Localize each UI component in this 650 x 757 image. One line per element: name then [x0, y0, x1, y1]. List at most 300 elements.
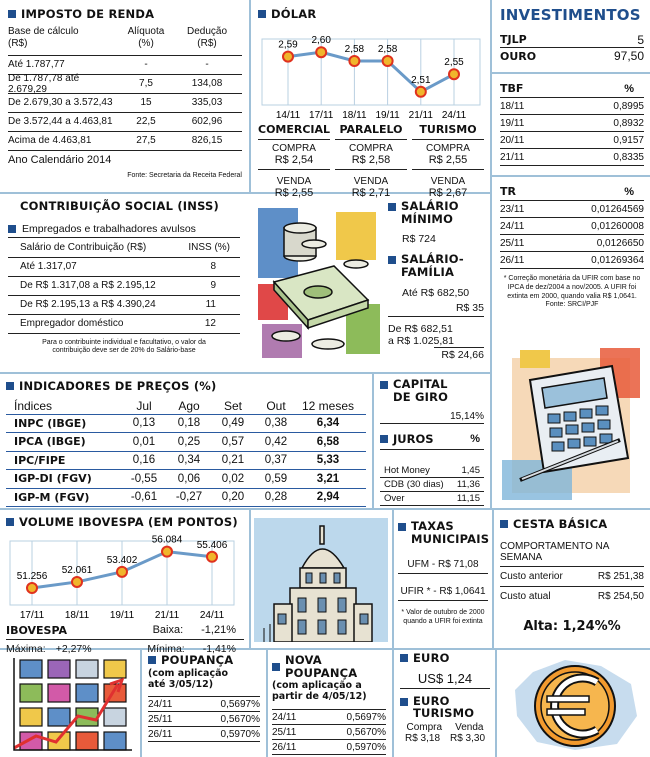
juros-name-cell: Hot Money	[384, 465, 430, 477]
inss-subtitle-row	[8, 223, 240, 238]
x-tick-label: 19/11	[109, 609, 135, 621]
ouro-label: OURO	[500, 49, 537, 63]
dolar-sell-value: R$ 2,67	[428, 186, 468, 199]
ir-header-base: Base de cálculo (R$)	[8, 25, 79, 50]
precos-month-cell: 0,16	[132, 454, 156, 467]
dolar-sell-value: R$ 2,71	[351, 186, 391, 199]
table-row	[8, 315, 240, 334]
precos-month-cell: 0,59	[264, 472, 288, 485]
table-row	[6, 470, 366, 489]
juros-pct: %	[470, 433, 480, 446]
inss-header-row	[8, 238, 240, 258]
tr-value-cell: 0,01269364	[591, 254, 644, 266]
euro-coin-icon	[505, 654, 645, 754]
ir-title-text: IMPOSTO DE RENDA	[21, 7, 155, 21]
ir-base-cell: De 1.787,78 até 2.679,29	[8, 72, 80, 95]
precos-month-cell: 0,13	[132, 417, 156, 430]
nova-title	[272, 654, 386, 679]
dolar-title	[258, 8, 484, 21]
table-row	[8, 113, 242, 132]
tbf-pct: %	[624, 82, 634, 95]
precos-month-cell: 0,57	[221, 435, 245, 448]
x-tick-label: 24/11	[199, 609, 225, 621]
tbf-table	[500, 98, 644, 166]
precos-month-cell: 0,42	[264, 435, 288, 448]
dolar-type-column	[258, 123, 330, 199]
dolar-buy-value: R$ 2,54	[258, 154, 330, 170]
nova-value-cell: 0,5697%	[346, 711, 386, 723]
tr-date-cell: 24/11	[500, 220, 525, 232]
table-row	[500, 132, 644, 149]
precos-12m-cell: 6,34	[316, 417, 340, 430]
calculator-illustration	[500, 340, 645, 505]
tbf-date-cell: 20/11	[500, 134, 525, 146]
precos-header-cell: Set	[223, 399, 242, 414]
poupanca-table	[148, 697, 260, 742]
bullet-icon	[8, 10, 16, 18]
invest-note: * Correção monetária da UFIR com base no IPCA de dez/2004 a nov/2005. A UFIR foi extinta em 2000, quando valia R$ 1,0641.	[503, 275, 641, 300]
ir-rate-cell: 7,5	[139, 78, 153, 90]
poupanca-date-cell: 24/11	[148, 698, 173, 710]
precos-month-cell: 0,49	[221, 417, 245, 430]
euro-turismo-text: EURO TURISMO	[413, 693, 475, 721]
inss-subtitle: Empregados e trabalhadores avulsos	[22, 222, 196, 235]
ir-base-cell: Acima de 4.463,81	[8, 135, 92, 147]
salario-familia-title	[388, 253, 484, 278]
ibovespa-chart	[6, 531, 238, 621]
cesta-title-text: CESTA BÁSICA	[513, 517, 608, 531]
precos-month-cell: 0,21	[221, 454, 245, 467]
money-illustration	[256, 204, 382, 362]
data-point	[72, 577, 82, 587]
taxas-panel	[398, 520, 488, 627]
x-tick-label: 17/11	[309, 109, 334, 121]
dolar-buy-value: R$ 2,58	[335, 154, 407, 170]
precos-month-cell: 0,28	[264, 491, 288, 504]
inss-note: Para o contribuinte individual e facultativo, o valor da contribuição deve ser de 20% do Salário-base	[42, 338, 206, 355]
bullet-icon	[8, 225, 16, 233]
inss-header-salary: Salário de Contribuição (R$)	[20, 241, 147, 253]
precos-12m-cell: 3,21	[316, 472, 340, 485]
giro-value: 15,14%	[380, 411, 484, 424]
table-row	[8, 296, 240, 315]
cesta-title	[500, 518, 644, 531]
taxas-ufir: UFIR * - R$ 1,0641	[398, 586, 488, 601]
divider	[0, 372, 490, 374]
bullet-icon	[272, 663, 280, 671]
taxas-title	[398, 520, 488, 545]
table-row	[500, 252, 644, 269]
x-tick-label: 21/11	[154, 609, 180, 621]
giro-title-text: CAPITAL DE GIRO	[393, 377, 449, 404]
tr-date-cell: 25/11	[500, 237, 525, 249]
nova-date-cell: 24/11	[272, 711, 297, 723]
inss-pct-cell: 11	[205, 299, 216, 311]
precos-month-cell: -0,61	[130, 491, 158, 504]
precos-table	[6, 415, 366, 508]
ir-header-ded: Dedução (R$)	[186, 25, 228, 50]
invest-source: Fonte: SRCI/PJF	[545, 301, 599, 309]
ir-title	[8, 8, 242, 21]
table-row	[8, 72, 242, 95]
dolar-buy-label: COMPRA	[272, 142, 316, 154]
ibov-title	[6, 516, 244, 529]
data-label: 55.406	[196, 539, 228, 551]
tbf-title: TBF	[500, 82, 524, 95]
data-point	[207, 551, 217, 561]
inss-pct-cell: 8	[210, 261, 216, 273]
tr-date-cell: 23/11	[500, 203, 525, 215]
precos-name-cell: IGP-M (FGV)	[14, 490, 90, 504]
bullet-icon	[6, 518, 14, 526]
table-row	[8, 258, 240, 277]
inss-header-inss: INSS (%)	[188, 241, 230, 253]
data-point	[449, 69, 459, 79]
inss-salary-cell: Até 1.317,07	[20, 261, 77, 273]
tbf-date-cell: 18/11	[500, 100, 525, 112]
divider	[490, 72, 650, 74]
cesta-atual: R$ 254,50	[597, 591, 644, 603]
x-tick-label: 14/11	[275, 109, 301, 121]
cesta-anterior-label: Custo anterior	[500, 570, 563, 582]
juros-name-cell: CDB (30 dias)	[384, 479, 444, 491]
bullet-icon	[398, 523, 406, 531]
euro-turismo-values	[400, 733, 490, 744]
juros-title: JUROS	[393, 432, 434, 447]
nova-sub: (com aplicação a partir de 4/05/12)	[272, 681, 386, 710]
precos-panel	[6, 380, 366, 507]
ir-year: Ano Calendário 2014	[8, 153, 112, 166]
table-row	[148, 697, 260, 712]
inss-panel	[8, 200, 240, 356]
precos-12m-cell: 6,58	[316, 435, 340, 448]
poupanca-date-cell: 26/11	[148, 728, 173, 740]
data-point	[416, 86, 426, 96]
precos-name-cell: IPCA (IBGE)	[14, 435, 86, 449]
precos-month-cell: 0,20	[221, 491, 245, 504]
building-illustration	[254, 518, 388, 642]
dolar-type-name: COMERCIAL	[258, 123, 330, 140]
ir-ded-cell: 134,08	[191, 78, 223, 90]
x-tick-label: 18/11	[342, 109, 367, 121]
nova-value-cell: 0,5970%	[346, 741, 386, 753]
juros-table	[380, 464, 484, 506]
precos-header-row	[6, 399, 366, 415]
table-row	[8, 132, 242, 151]
dolar-chart	[258, 23, 484, 121]
inss-pct-cell: 9	[210, 280, 216, 292]
table-row	[500, 218, 644, 235]
ouro-value: 97,50	[613, 49, 644, 63]
ibovespa-panel	[6, 516, 244, 658]
taxas-title-text: TAXAS MUNICIPAIS	[411, 519, 490, 546]
tjlp-row	[500, 32, 644, 48]
ir-base-cell: De 3.572,44 a 4.463,81	[8, 116, 113, 128]
euro-title-text: EURO	[413, 651, 450, 665]
ir-base-cell: Até 1.787,77	[8, 59, 65, 71]
ibov-label: IBOVESPA	[6, 623, 68, 637]
precos-month-cell: 0,37	[264, 454, 288, 467]
precos-12m-cell: 2,94	[316, 491, 340, 504]
ibov-summary-row	[6, 622, 244, 640]
table-row	[380, 464, 484, 478]
salario-range2b: a R$ 1.025,81	[388, 334, 454, 347]
tbf-value-cell: 0,8932	[613, 117, 644, 129]
salario-value2: R$ 24,66	[434, 347, 484, 361]
nova-date-cell: 26/11	[272, 741, 297, 753]
divider	[495, 648, 497, 757]
bullet-icon	[500, 520, 508, 528]
ibov-min-label: Mínima:	[147, 642, 185, 655]
ibov-min: -1,41%	[202, 642, 236, 655]
tbf-value-cell: 0,8335	[613, 151, 644, 163]
juros-value-cell: 11,15	[456, 493, 480, 505]
precos-month-cell: 0,34	[177, 454, 201, 467]
data-label: 2,55	[444, 56, 464, 68]
ir-ded-cell: 602,96	[191, 116, 223, 128]
cesta-atual-label: Custo atual	[500, 591, 551, 603]
invest-title: INVESTIMENTOS	[500, 6, 641, 24]
precos-header-cell: 12 meses	[301, 399, 355, 414]
precos-header-cell: Índices	[14, 399, 53, 414]
nova-poupanca-table	[272, 710, 386, 755]
divider	[0, 508, 650, 510]
juros-value-cell: 1,45	[461, 465, 480, 477]
ir-ded-cell: 335,03	[191, 97, 223, 109]
x-tick-label: 24/11	[441, 109, 467, 121]
imposto-de-renda-panel	[8, 8, 242, 180]
ir-ded-cell: 826,15	[191, 135, 223, 147]
taxas-note: * Valor de outubro de 2000 quando a UFIR foi extinta	[401, 609, 485, 626]
dolar-sell-label: VENDA	[276, 175, 312, 187]
taxas-ufm: UFM - R$ 71,08	[398, 559, 488, 574]
euro-value: US$ 1,24	[400, 671, 490, 689]
inss-table	[8, 258, 240, 334]
data-point	[27, 583, 37, 593]
tbf-header	[500, 80, 644, 98]
cesta-subtitle: COMPORTAMENTO NA SEMANA	[500, 541, 644, 567]
salario-range2a: De R$ 682,51	[388, 322, 453, 335]
precos-header-cell: Jul	[136, 399, 152, 414]
precos-month-cell: 0,02	[221, 472, 245, 485]
tbf-date-cell: 21/11	[500, 151, 525, 163]
precos-header-cell: Out	[266, 399, 286, 414]
series-line	[288, 52, 454, 92]
divider	[140, 648, 142, 757]
precos-title	[6, 380, 366, 393]
giro-panel	[380, 378, 484, 506]
salario-range1: Até R$ 682,50	[402, 286, 470, 299]
data-point	[283, 51, 293, 61]
bullet-icon	[258, 10, 266, 18]
euro-compra-label: Compra	[406, 721, 443, 733]
investimentos-panel	[500, 6, 644, 310]
bullet-icon	[400, 698, 408, 706]
bullet-icon	[380, 435, 388, 443]
nova-date-cell: 25/11	[272, 726, 297, 738]
table-row	[500, 115, 644, 132]
poupanca-value-cell: 0,5697%	[220, 698, 260, 710]
data-point	[316, 47, 326, 57]
x-tick-label: 21/11	[408, 109, 433, 121]
growth-chart-illustration	[10, 654, 134, 754]
poupanca-panel	[148, 654, 260, 742]
tr-value-cell: 0,01260008	[591, 220, 644, 232]
euro-turismo-title	[400, 695, 490, 720]
ir-header-rate: Alíquota (%)	[127, 25, 165, 50]
table-row	[6, 489, 366, 508]
dolar-buy-label: COMPRA	[349, 142, 393, 154]
ir-source: Fonte: Secretaria da Receita Federal	[127, 171, 242, 179]
divider	[490, 0, 492, 510]
divider	[266, 648, 268, 757]
salario-minimo-value: R$ 724	[402, 233, 436, 246]
dolar-buy-label: COMPRA	[426, 142, 470, 154]
cesta-atual-row	[500, 587, 644, 607]
data-label: 2,51	[411, 74, 431, 86]
ibov-title-text: VOLUME IBOVESPA (EM PONTOS)	[19, 515, 238, 529]
poupanca-sub: (com aplicação até 3/05/12)	[148, 669, 260, 698]
nova-value-cell: 0,5670%	[346, 726, 386, 738]
tr-date-cell: 26/11	[500, 254, 525, 266]
precos-title-text: INDICADORES DE PREÇOS (%)	[19, 379, 217, 393]
data-label: 2,59	[278, 39, 298, 51]
cesta-anterior: R$ 251,38	[597, 570, 644, 582]
salario-minimo-title	[388, 200, 484, 225]
ibov-max-label: Máxima:	[6, 642, 46, 655]
table-row	[6, 433, 366, 452]
poupanca-value-cell: 0,5670%	[220, 713, 260, 725]
nova-poupanca-panel	[272, 654, 386, 755]
tbf-value-cell: 0,9157	[613, 134, 644, 146]
precos-name-cell: IGP-DI (FGV)	[14, 472, 92, 486]
table-row	[8, 277, 240, 296]
table-row	[148, 727, 260, 742]
data-label: 2,58	[377, 43, 398, 55]
precos-month-cell: 0,18	[177, 417, 201, 430]
data-point	[117, 566, 127, 576]
juros-header	[380, 432, 484, 450]
precos-header-cell: Ago	[178, 399, 200, 414]
dolar-type-name: TURISMO	[412, 123, 484, 140]
tjlp-label: TJLP	[500, 33, 527, 46]
euro-compra: R$ 3,18	[404, 732, 441, 744]
dolar-sell-label: VENDA	[353, 175, 389, 187]
dolar-types	[258, 123, 484, 199]
euro-title	[400, 652, 490, 665]
poupanca-value-cell: 0,5970%	[220, 728, 260, 740]
salario-familia-text: SALÁRIO-FAMÍLIA	[401, 252, 464, 279]
tjlp-value: 5	[637, 32, 644, 47]
data-label: 2,60	[311, 34, 331, 46]
table-row	[272, 740, 386, 755]
table-row	[6, 452, 366, 471]
precos-12m-cell: 5,33	[316, 454, 340, 467]
inss-salary-cell: Empregador doméstico	[20, 318, 124, 330]
bullet-icon	[6, 382, 14, 390]
bullet-icon	[388, 256, 396, 264]
data-point	[162, 546, 172, 556]
tr-value-cell: 0,0126650	[596, 237, 644, 249]
dolar-panel	[258, 8, 484, 199]
tr-title: TR	[500, 185, 516, 198]
tbf-date-cell: 19/11	[500, 117, 525, 129]
salario-minimo-text: SALÁRIO MÍNIMO	[401, 199, 459, 226]
euro-venda: R$ 3,30	[449, 732, 486, 744]
precos-month-cell: 0,38	[264, 417, 288, 430]
ir-rate-cell: 15	[140, 97, 152, 109]
precos-name-cell: IPC/FIPE	[14, 453, 66, 467]
divider	[492, 508, 494, 648]
bullet-icon	[148, 656, 156, 664]
dolar-sell-value: R$ 2,55	[274, 186, 314, 199]
ir-rate-cell: 22,5	[136, 116, 156, 128]
divider	[372, 372, 374, 508]
tr-pct: %	[624, 185, 634, 198]
dolar-type-column	[412, 123, 484, 199]
euro-panel	[400, 652, 490, 744]
inss-pct-cell: 12	[204, 318, 216, 330]
table-row	[272, 725, 386, 740]
precos-month-cell: 0,06	[177, 472, 201, 485]
inss-title-text: CONTRIBUIÇÃO SOCIAL (INSS)	[20, 199, 219, 213]
bullet-icon	[400, 654, 408, 662]
salario-value1: R$ 35	[388, 302, 484, 317]
precos-name-cell: INPC (IBGE)	[14, 416, 87, 430]
cesta-alta: Alta: 1,24%%	[523, 618, 621, 634]
euro-venda-label: Venda	[455, 721, 484, 733]
juros-value-cell: 11,36	[456, 479, 480, 491]
cesta-panel	[500, 518, 644, 634]
euro-turismo-labels	[400, 722, 490, 733]
ir-table	[8, 56, 242, 151]
table-row	[8, 94, 242, 113]
ir-header-row	[8, 26, 242, 56]
divider	[392, 508, 394, 757]
cesta-anterior-row	[500, 567, 644, 587]
inss-salary-cell: De R$ 2.195,13 a R$ 4.390,24	[20, 299, 156, 311]
poupanca-title-text: POUPANÇA	[161, 653, 234, 667]
table-row	[500, 201, 644, 218]
data-label: 51.256	[16, 570, 48, 582]
ir-base-cell: De 2.679,30 a 3.572,43	[8, 97, 113, 109]
dolar-sell-label: VENDA	[430, 175, 466, 187]
ibov-max: +2,27%	[55, 642, 92, 655]
table-row	[148, 712, 260, 727]
tr-table	[500, 201, 644, 269]
table-row	[500, 149, 644, 166]
ouro-row	[500, 48, 644, 64]
ir-rate-cell: 27,5	[136, 135, 156, 147]
inss-salary-cell: De R$ 1.317,08 a R$ 2.195,12	[20, 280, 156, 292]
dolar-type-column	[335, 123, 407, 199]
dolar-type-name: PARALELO	[335, 123, 407, 140]
data-label: 56.084	[151, 534, 183, 546]
bullet-icon	[380, 381, 388, 389]
bullet-icon	[388, 203, 396, 211]
divider	[490, 175, 650, 177]
table-row	[500, 235, 644, 252]
data-label: 52.061	[61, 564, 93, 576]
divider	[249, 0, 251, 192]
precos-month-cell: -0,55	[130, 472, 158, 485]
tbf-value-cell: 0,8995	[613, 100, 644, 112]
table-row	[380, 478, 484, 492]
juros-name-cell: Over	[384, 493, 405, 505]
poupanca-date-cell: 25/11	[148, 713, 173, 725]
divider	[249, 508, 251, 648]
dolar-title-text: DÓLAR	[271, 7, 317, 21]
